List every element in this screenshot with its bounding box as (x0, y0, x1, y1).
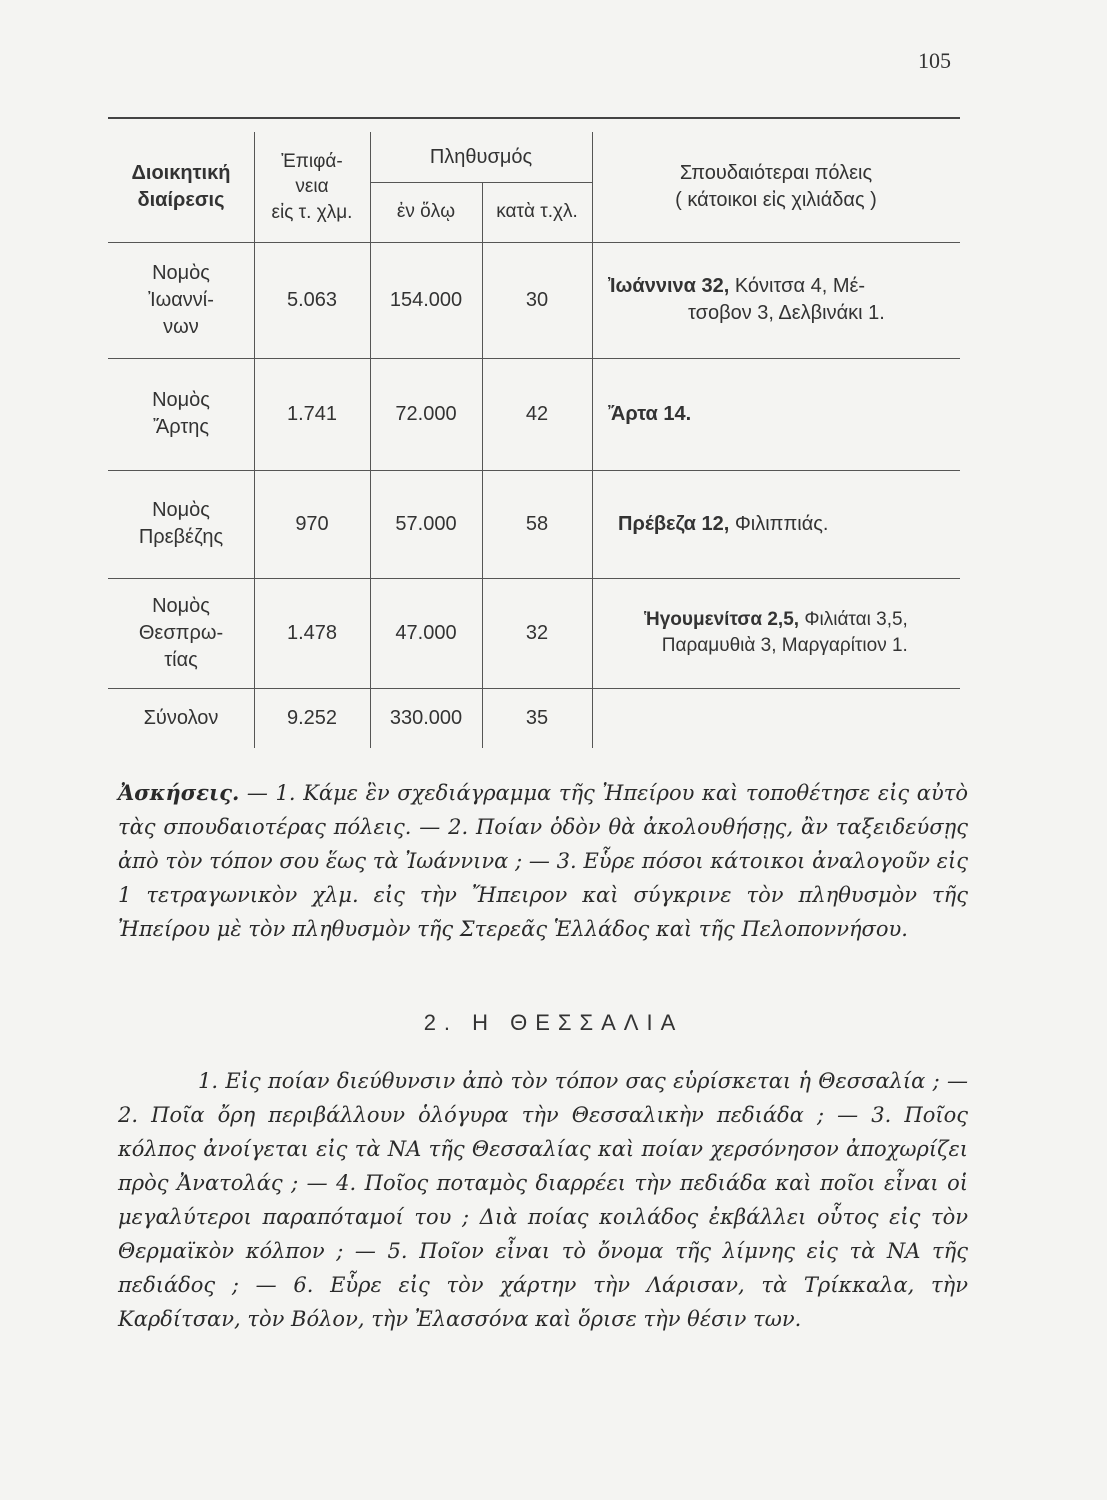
total-label: Σύνολον (143, 706, 219, 729)
row-name-line: νων (163, 315, 199, 338)
row-cities-main: Ἄρτα 14. (608, 402, 692, 425)
header-division (108, 132, 254, 242)
row-name-line: Ἰωαννί- (148, 288, 214, 311)
row-cities-rest: Φιλιππιάς. (729, 512, 829, 535)
header-division-line1: Διοικητική (131, 162, 231, 184)
exercises-paragraph (118, 776, 968, 946)
total-area: 9.252 (286, 706, 338, 729)
row-cities (618, 470, 960, 578)
header-area-line2: νεια (295, 176, 329, 198)
header-area (254, 132, 370, 242)
exercises-lead: Ἀσκήσεις. (118, 780, 240, 805)
total-pop-total: 330.000 (389, 706, 463, 729)
row-name-line: Νομὸς (152, 594, 210, 617)
row-name-line: Νομὸς (152, 389, 210, 411)
row-pop-total: 57.000 (395, 512, 457, 535)
row-cities-line2: τσοβον 3, Δελβινάκι 1. (688, 302, 885, 324)
header-population: Πληθυσμός (429, 145, 533, 168)
questions-paragraph: 1. Εἰς ποίαν διεύθυνσιν ἀπὸ τὸν τόπον σας εὑρίσκεται ἡ Θεσσαλία ; — 2. Ποῖα ὄρη περιβάλλουν ὁλόγυρα τὴν Θεσσαλικὴν πεδιάδα ; — 3. Ποῖος κόλπος ἀνοίγεται εἰς τὰ ΝΑ τῆς Θεσσαλίας καὶ ποίαν χερσόνησον ἀποχωρίζει πρὸς Ἀνατολάς ; — 4. Ποῖος ποταμὸς διαρρέει τὴν πεδιάδα καὶ ποῖοι εἶναι οἱ μεγαλύτεροι παραπόταμοί του ; Διὰ ποίας κοιλάδος ἐκβάλλει οὗτος εἰς τὸν Θερμαϊκὸν κόλπον ; — 5. Ποῖον εἶναι τὸ ὄνομα τῆς λίμνης εἰς τὰ ΝΑ τῆς πεδιάδος ; — 6. Εὗρε εἰς τὸν χάρτην τὴν Λάρισαν, τὰ Τρίκκαλα, τὴν Καρδίτσαν, τὸν Βόλον, τὴν Ἐλασσόνα καὶ ὅρισε τὴν θέσιν των. (118, 1069, 968, 1331)
row-cities-main: Ἰωάννινα 32, (608, 275, 730, 297)
header-cities (592, 132, 960, 242)
header-pop-total: ἐν ὅλῳ (396, 201, 456, 223)
row-area: 1.741 (286, 402, 338, 425)
header-area-line1: Ἐπιφά- (281, 150, 343, 172)
row-pop-total: 47.000 (395, 621, 457, 644)
section-title: 2. Η ΘΕΣΣΑΛΙΑ (423, 1010, 684, 1035)
row-pop-total: 154.000 (389, 288, 463, 311)
row-cities-main: Ἡγουμενίτσα 2,5, (644, 609, 800, 631)
row-cities (608, 242, 960, 358)
row-name-line: τίας (164, 648, 198, 671)
header-cities-line2: ( κάτοικοι εἰς χιλιάδας ) (675, 189, 877, 211)
header-pop-density: κατὰ τ.χλ. (496, 201, 578, 223)
header-area-line3: εἰς τ. χλμ. (271, 201, 353, 223)
row-area: 1.478 (286, 621, 338, 644)
row-name-line: Νομὸς (152, 499, 210, 521)
page-number: 105 (918, 48, 951, 73)
row-area: 970 (295, 512, 329, 535)
row-area: 5.063 (286, 288, 338, 311)
row-cities-rest: Κόνιτσα 4, Μέ- (729, 275, 866, 297)
header-cities-line1: Σπουδαιότεραι πόλεις (679, 162, 873, 184)
row-cities-line2: Παραμυθιὰ 3, Μαργαρίτιον 1. (661, 635, 908, 656)
row-cities (592, 578, 960, 688)
row-name (108, 578, 254, 688)
row-cities-rest: Φιλιάται 3,5, (799, 609, 908, 631)
row-pop-total: 72.000 (395, 402, 457, 425)
row-name-line: Πρεβέζης (138, 526, 224, 548)
row-pop-density: 42 (525, 402, 549, 425)
row-name (108, 470, 254, 578)
header-division-line2: διαίρεσις (137, 189, 225, 211)
row-cities-main: Πρέβεζα 12, (618, 512, 730, 535)
row-name-line: Νομὸς (152, 261, 210, 284)
row-name (108, 358, 254, 470)
row-name (108, 242, 254, 358)
total-pop-density: 35 (525, 706, 549, 729)
population-table (108, 118, 960, 748)
row-name-line: Θεσπρω- (138, 621, 224, 644)
row-pop-density: 30 (525, 288, 549, 311)
row-name-line: Ἄρτης (152, 416, 209, 438)
row-cities (608, 358, 960, 470)
row-pop-density: 58 (525, 512, 549, 535)
exercises-text: — 1. Κάμε ἓν σχεδιάγραμμα τῆς Ἠπείρου καὶ τοποθέτησε εἰς αὐτὸ τὰς σπουδαιοτέρας πόλεις. — 2. Ποίαν ὁδὸν θὰ ἀκολουθήσῃς, ἂν ταξειδεύσῃς ἀπὸ τὸν τόπον σου ἕως τὰ Ἰωάννινα ; — 3. Εὗρε πόσοι κάτοικοι ἀναλογοῦν εἰς 1 τετραγωνικὸν χλμ. εἰς τὴν Ἤπειρον καὶ σύγκρινε τὸν πληθυσμὸν τῆς Ἠπείρου μὲ τὸν πληθυσμὸν τῆς Στερεᾶς Ἑλλάδος καὶ τῆς Πελοποννήσου. (118, 781, 968, 941)
row-pop-density: 32 (525, 621, 549, 644)
